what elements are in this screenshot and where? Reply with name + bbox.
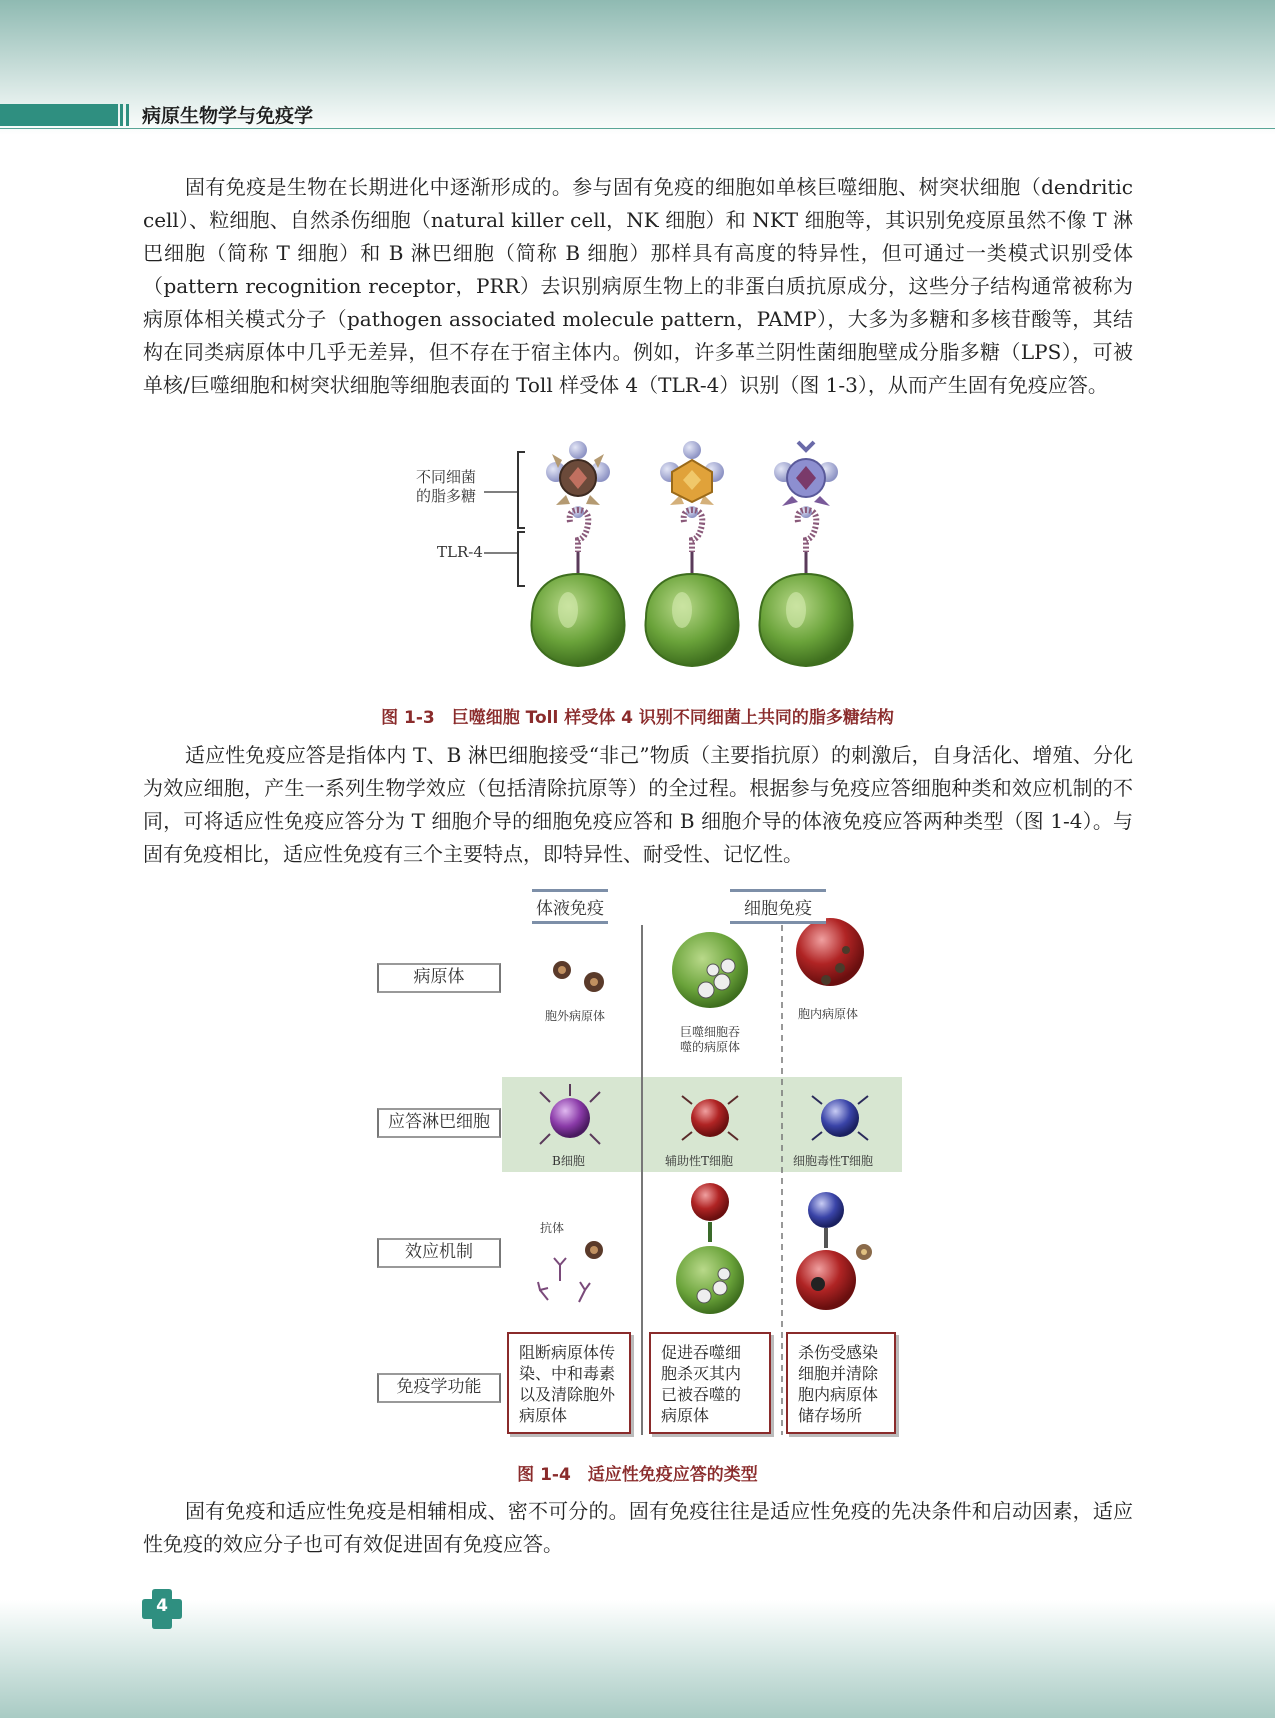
helper-t-activating-macrophage — [676, 1183, 744, 1314]
paragraph-innate-immunity: 固有免疫是生物在长期进化中逐渐形成的。参与固有免疫的细胞如单核巨噬细胞、树突状细胞（dendritic cell）、粒细胞、自然杀伤细胞（natural killer cell，NK 细胞）和 NKT 细胞等，其识别免疫原虽然不像 T 淋巴细胞（简称 T 细胞）和 B 淋巴细胞（简称 B 细胞）那样具有高度的特异性，但可通过一类模式识别受体（pattern recognition receptor，PRR）去识别病原生物上的非蛋白质抗原成分，这些分子结构通常被称为病原体相关模式分子（pathogen associated molecule pattern，PAMP），大多为多糖和多核苷酸等，其结构在同类病原体中几乎无差异，但不存在于宿主体内。例如，许多革兰阴性菌细胞壁成分脂多糖（LPS），可被单核/巨噬细胞和树突状细胞等细胞表面的 Toll 样受体 4（TLR-4）识别（图 1-3），从而产生固有免疫应答。 — [143, 175, 1133, 397]
label-phagocytosed-2: 噬的病原体 — [680, 1040, 741, 1054]
label-b-cell: B细胞 — [552, 1154, 585, 1168]
cytotoxic-t-killing-infected-cell — [796, 1192, 872, 1310]
function-box-humoral — [507, 1332, 631, 1434]
row-label-pathogen: 病原体 — [377, 963, 501, 993]
function-humoral-line4: 病原体 — [519, 1406, 568, 1425]
column-header-cellular: 细胞免疫 — [730, 889, 826, 924]
function-humoral-line1: 阻断病原体传 — [519, 1343, 616, 1362]
row-label-lymphocyte: 应答淋巴细胞 — [377, 1108, 501, 1138]
header-rule — [0, 128, 1275, 129]
label-extracellular-pathogen: 胞外病原体 — [545, 1009, 606, 1023]
function-box-cytotoxic — [786, 1332, 896, 1434]
footer-background — [0, 1600, 1275, 1718]
label-antibody: 抗体 — [540, 1221, 565, 1235]
page-number: 4 — [156, 1596, 168, 1616]
function-helper-line4: 病原体 — [661, 1406, 710, 1425]
label-phagocytosed-1: 巨噬细胞吞 — [680, 1025, 741, 1039]
macrophage-cell-1 — [531, 441, 624, 666]
row-label-effector: 效应机制 — [377, 1238, 501, 1268]
function-helper-line3: 已被吞噬的 — [661, 1385, 742, 1404]
label-lps-line2: 的脂多糖 — [416, 487, 477, 505]
figure-1-4-caption: 图 1-4 适应性免疫应答的类型 — [517, 1465, 758, 1485]
paragraph-adaptive-immunity: 适应性免疫应答是指体内 T、B 淋巴细胞接受“非己”物质（主要指抗原）的刺激后，自身活化、增殖、分化为效应细胞，产生一系列生物学效应（包括清除抗原等）的全过程。根据参与免疫应答细胞种类和效应机制的不同，可将适应性免疫应答分为 T 细胞介导的细胞免疫应答和 B 细胞介导的体液免疫应答两种类型（图 1-4）。与固有免疫相比，适应性免疫有三个主要特点，即特异性、耐受性、记忆性。 — [143, 743, 1133, 866]
antibodies — [538, 1241, 603, 1302]
extracellular-pathogens — [553, 961, 604, 992]
label-cytotoxic-t-cell: 细胞毒性T细胞 — [793, 1154, 874, 1168]
function-cytotoxic-line3: 胞内病原体 — [798, 1385, 879, 1404]
column-header-humoral: 体液免疫 — [532, 889, 608, 924]
function-cytotoxic-line2: 细胞并清除 — [798, 1364, 879, 1383]
macrophage-cell-3 — [759, 442, 852, 666]
macrophage-cell-2 — [645, 441, 738, 666]
label-helper-t-cell: 辅助性T细胞 — [665, 1154, 734, 1168]
infected-cell — [796, 918, 864, 986]
label-tlr4: TLR-4 — [437, 543, 483, 561]
header-stripes — [120, 104, 134, 126]
function-helper-line1: 促进吞噬细 — [661, 1343, 742, 1362]
running-head: 病原生物学与免疫学 — [142, 105, 314, 127]
function-cytotoxic-line4: 储存场所 — [798, 1406, 863, 1425]
figure-1-3-caption: 图 1-3 巨噬细胞 Toll 样受体 4 识别不同细菌上共同的脂多糖结构 — [381, 708, 894, 728]
function-helper-line2: 胞杀灭其内 — [661, 1364, 742, 1383]
macrophage-with-pathogens — [672, 932, 748, 1008]
label-lps-line1: 不同细菌 — [416, 468, 477, 486]
paragraph-conclusion: 固有免疫和适应性免疫是相辅相成、密不可分的。固有免疫往往是适应性免疫的先决条件和启动因素，适应性免疫的效应分子也可有效促进固有免疫应答。 — [143, 1499, 1133, 1556]
header-accent-bar — [0, 104, 118, 126]
function-humoral-line3: 以及清除胞外 — [519, 1385, 616, 1404]
function-box-helper — [649, 1332, 771, 1434]
function-humoral-line2: 染、中和毒素 — [519, 1364, 616, 1383]
row-label-function: 免疫学功能 — [377, 1373, 501, 1403]
label-intracellular-pathogen: 胞内病原体 — [798, 1007, 859, 1021]
function-cytotoxic-line1: 杀伤受感染 — [798, 1343, 879, 1362]
